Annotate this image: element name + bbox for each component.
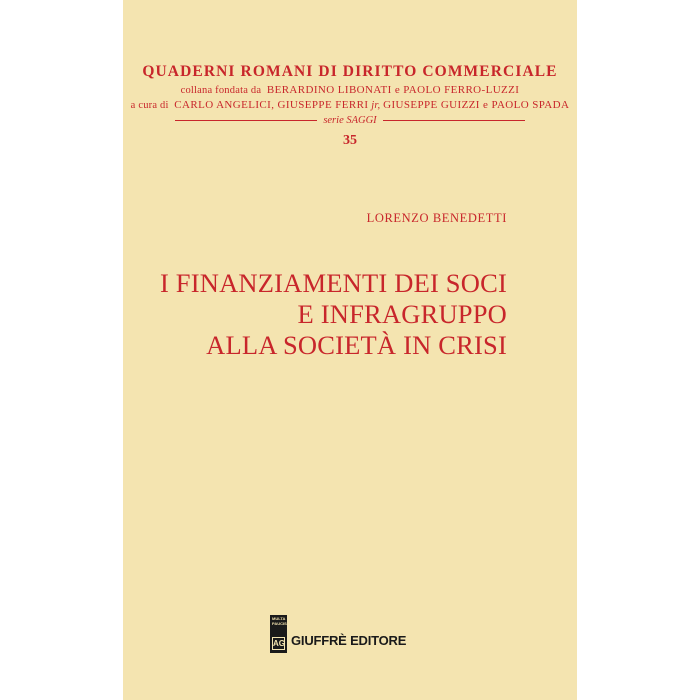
emblem-initials: AG	[273, 639, 285, 648]
series-title: QUADERNI ROMANI DI DIRITTO COMMERCIALE	[142, 63, 558, 80]
divider-right	[383, 120, 525, 121]
series-editors-line	[123, 99, 577, 111]
emblem-motto: MULTA PAUCIS	[272, 616, 287, 626]
author-name: LORENZO BENEDETTI	[366, 211, 507, 225]
book-title	[160, 268, 507, 361]
volume-number: 35	[343, 133, 357, 148]
divider-left	[175, 120, 317, 121]
editors-names-2: GIUSEPPE GUIZZI e PAOLO SPADA	[383, 99, 570, 111]
subseries-divider	[175, 113, 525, 127]
publisher-emblem-icon	[270, 615, 287, 653]
title-line: I FINANZIAMENTI DEI SOCI	[159, 268, 507, 298]
publisher-logo	[270, 615, 406, 653]
title-line: E INFRAGRUPPO	[297, 299, 507, 329]
editors-jr: jr,	[371, 100, 381, 111]
series-founders-line	[123, 84, 577, 96]
founded-prefix: collana fondata da	[180, 85, 262, 96]
edited-prefix: a cura di	[130, 100, 169, 111]
book-cover	[123, 0, 577, 700]
subseries-label: serie SAGGI	[323, 114, 377, 126]
publisher-name: GIUFFRÈ EDITORE	[291, 632, 407, 648]
editors-names-1: CARLO ANGELICI, GIUSEPPE FERRI	[174, 99, 369, 111]
founders-names: BERARDINO LIBONATI e PAOLO FERRO-LUZZI	[266, 84, 520, 96]
title-line: ALLA SOCIETÀ IN CRISI	[206, 330, 507, 360]
